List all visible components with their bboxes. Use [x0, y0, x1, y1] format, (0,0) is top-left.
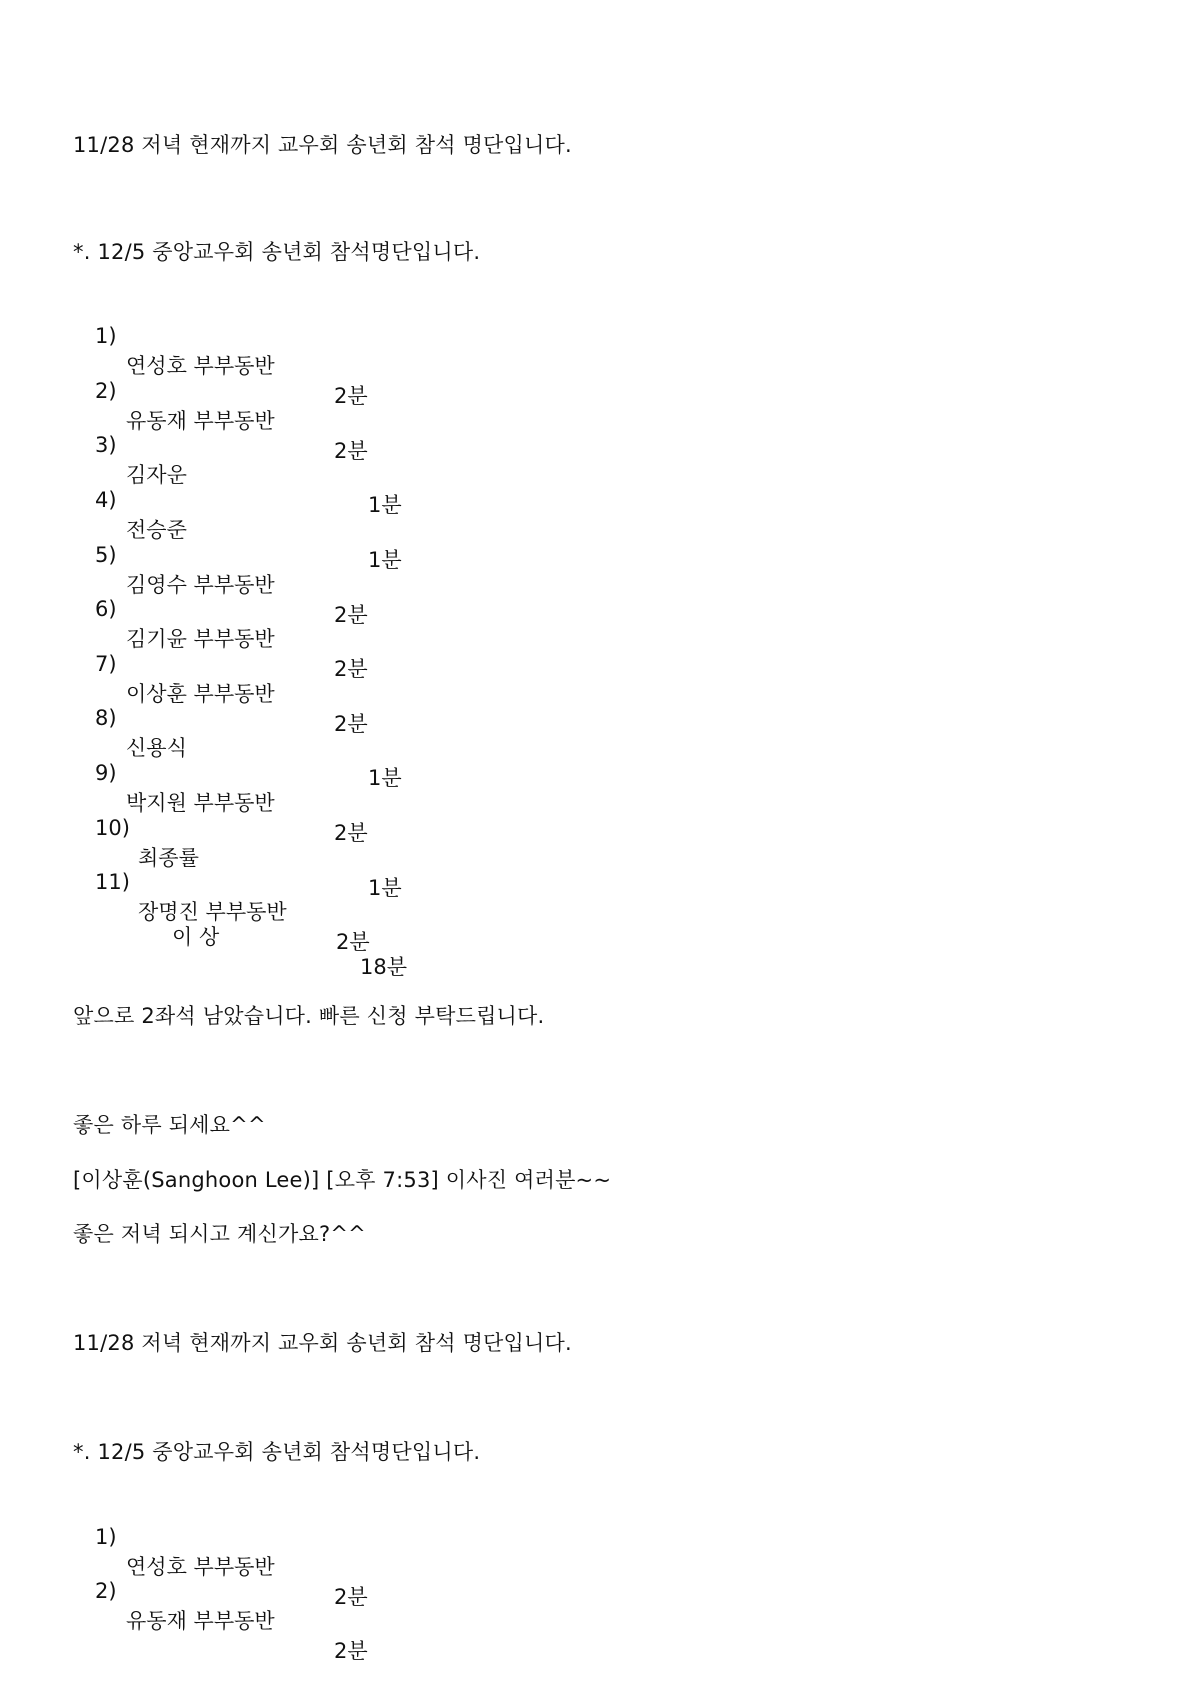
- item-count: 2분: [334, 384, 368, 408]
- greeting-text: 좋은 하루 되세요^^: [73, 1113, 266, 1137]
- item-count: 2분: [334, 439, 368, 463]
- item-name: 박지원 부부동반: [126, 791, 275, 815]
- heading-text: 11/28 저녁 현재까지 교우회 송년회 참석 명단입니다.: [73, 1331, 572, 1355]
- item-count: 1분: [368, 876, 402, 900]
- item-name: 유동재 부부동반: [126, 409, 275, 433]
- item-number: 2): [95, 379, 117, 403]
- item-number: 3): [95, 433, 117, 457]
- item-name: 김영수 부부동반: [126, 573, 275, 597]
- item-number: 4): [95, 488, 117, 512]
- item-count: 2분: [334, 657, 368, 681]
- item-number: 9): [95, 761, 117, 785]
- item-number: 8): [95, 706, 117, 730]
- item-count: 2분: [334, 821, 368, 845]
- item-name: 연성호 부부동반: [126, 1555, 275, 1579]
- reply-header: [이상훈(Sanghoon Lee)] [오후 7:53] 이사진 여러분~~: [73, 1168, 612, 1192]
- total-label: 이 상: [172, 925, 220, 949]
- item-number: 6): [95, 597, 117, 621]
- total-count: 18분: [360, 955, 408, 979]
- item-count: 1분: [368, 493, 402, 517]
- item-name: 유동재 부부동반: [126, 1609, 275, 1633]
- item-name: 최종률: [138, 846, 199, 870]
- item-count: 2분: [334, 1585, 368, 1609]
- item-number: 1): [95, 1525, 117, 1549]
- heading-text: 11/28 저녁 현재까지 교우회 송년회 참석 명단입니다.: [73, 133, 572, 157]
- item-name: 연성호 부부동반: [126, 354, 275, 378]
- list-title: *. 12/5 중앙교우회 송년회 참석명단입니다.: [73, 240, 481, 264]
- item-number: 10): [95, 816, 130, 840]
- item-count: 2분: [334, 603, 368, 627]
- item-name: 김기윤 부부동반: [126, 627, 275, 651]
- item-number: 11): [95, 870, 130, 894]
- item-name: 김자운: [126, 463, 187, 487]
- item-number: 7): [95, 652, 117, 676]
- item-count: 2분: [334, 712, 368, 736]
- item-count: 2분: [334, 1639, 368, 1663]
- list-title: *. 12/5 중앙교우회 송년회 참석명단입니다.: [73, 1440, 481, 1464]
- item-name: 전승준: [126, 518, 187, 542]
- item-count: 1분: [368, 766, 402, 790]
- item-number: 2): [95, 1579, 117, 1603]
- reply-greeting: 좋은 저녁 되시고 계신가요?^^: [73, 1222, 366, 1246]
- item-count: 2분: [336, 930, 370, 954]
- item-number: 1): [95, 324, 117, 348]
- item-name: 신용식: [126, 736, 187, 760]
- remaining-seats-note: 앞으로 2좌석 남았습니다. 빠른 신청 부탁드립니다.: [73, 1004, 545, 1028]
- item-number: 5): [95, 543, 117, 567]
- item-name: 이상훈 부부동반: [126, 682, 275, 706]
- item-count: 1분: [368, 548, 402, 572]
- item-name: 장명진 부부동반: [138, 900, 287, 924]
